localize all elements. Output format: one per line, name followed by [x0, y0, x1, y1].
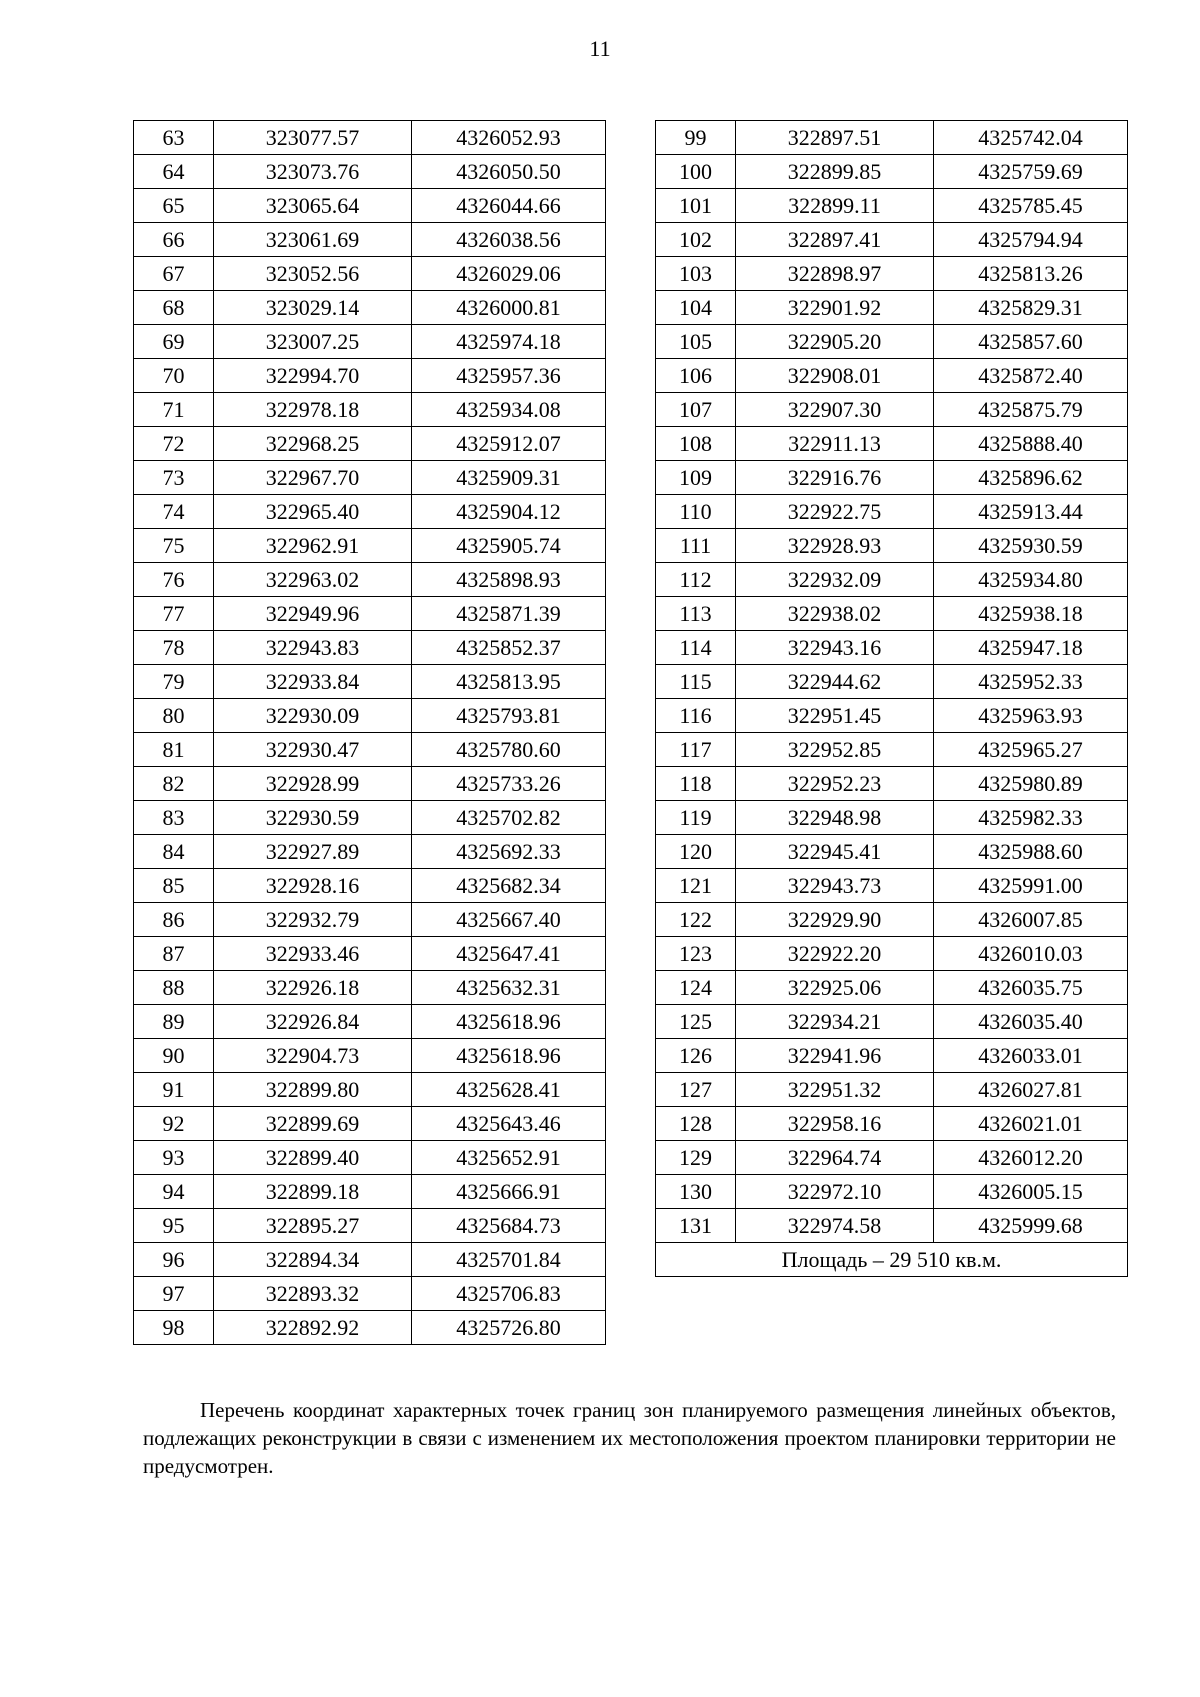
point-number-cell: 84	[134, 835, 214, 869]
table-row	[134, 1073, 606, 1107]
coordinate-y-cell: 4326027.81	[934, 1073, 1128, 1107]
coordinate-y-cell: 4326029.06	[412, 257, 606, 291]
table-row	[134, 461, 606, 495]
coordinates-table-right-body	[656, 121, 1128, 1277]
coordinate-x-cell: 322952.23	[736, 767, 934, 801]
table-row	[134, 869, 606, 903]
table-row	[134, 189, 606, 223]
coordinate-y-cell: 4325982.33	[934, 801, 1128, 835]
table-row	[134, 155, 606, 189]
point-number-cell: 120	[656, 835, 736, 869]
coordinate-y-cell: 4325628.41	[412, 1073, 606, 1107]
table-row	[134, 1005, 606, 1039]
coordinate-y-cell: 4326007.85	[934, 903, 1128, 937]
coordinate-y-cell: 4325952.33	[934, 665, 1128, 699]
table-row	[656, 1107, 1128, 1141]
coordinate-y-cell: 4325896.62	[934, 461, 1128, 495]
coordinate-x-cell: 322899.80	[214, 1073, 412, 1107]
coordinate-x-cell: 322952.85	[736, 733, 934, 767]
coordinate-x-cell: 322894.34	[214, 1243, 412, 1277]
point-number-cell: 115	[656, 665, 736, 699]
point-number-cell: 118	[656, 767, 736, 801]
table-row	[134, 801, 606, 835]
coordinate-x-cell: 322926.18	[214, 971, 412, 1005]
table-row	[134, 1039, 606, 1073]
coordinate-y-cell: 4325702.82	[412, 801, 606, 835]
coordinate-x-cell: 322972.10	[736, 1175, 934, 1209]
coordinate-y-cell: 4325682.34	[412, 869, 606, 903]
point-number-cell: 114	[656, 631, 736, 665]
point-number-cell: 81	[134, 733, 214, 767]
table-row	[656, 223, 1128, 257]
coordinate-y-cell: 4325857.60	[934, 325, 1128, 359]
coordinate-y-cell: 4325780.60	[412, 733, 606, 767]
coordinate-x-cell: 322922.20	[736, 937, 934, 971]
table-row	[656, 563, 1128, 597]
coordinate-y-cell: 4325938.18	[934, 597, 1128, 631]
coordinate-y-cell: 4326035.75	[934, 971, 1128, 1005]
point-number-cell: 96	[134, 1243, 214, 1277]
coordinate-y-cell: 4325965.27	[934, 733, 1128, 767]
table-row	[656, 495, 1128, 529]
coordinate-x-cell: 322968.25	[214, 427, 412, 461]
coordinate-x-cell: 322892.92	[214, 1311, 412, 1345]
table-row	[134, 529, 606, 563]
table-row	[134, 1107, 606, 1141]
coordinate-x-cell: 322911.13	[736, 427, 934, 461]
coordinate-y-cell: 4326052.93	[412, 121, 606, 155]
point-number-cell: 128	[656, 1107, 736, 1141]
point-number-cell: 124	[656, 971, 736, 1005]
table-row	[656, 325, 1128, 359]
table-row	[656, 1209, 1128, 1243]
coordinate-x-cell: 322945.41	[736, 835, 934, 869]
point-number-cell: 94	[134, 1175, 214, 1209]
coordinate-y-cell: 4325871.39	[412, 597, 606, 631]
coordinate-x-cell: 323065.64	[214, 189, 412, 223]
table-row	[134, 325, 606, 359]
coordinate-x-cell: 322927.89	[214, 835, 412, 869]
point-number-cell: 89	[134, 1005, 214, 1039]
point-number-cell: 108	[656, 427, 736, 461]
table-row	[134, 223, 606, 257]
point-number-cell: 125	[656, 1005, 736, 1039]
table-row	[656, 427, 1128, 461]
coordinate-y-cell: 4325733.26	[412, 767, 606, 801]
coordinate-x-cell: 322944.62	[736, 665, 934, 699]
table-row	[656, 393, 1128, 427]
table-row	[656, 529, 1128, 563]
coordinate-y-cell: 4325999.68	[934, 1209, 1128, 1243]
coordinate-y-cell: 4325963.93	[934, 699, 1128, 733]
note-paragraph: Перечень координат характерных точек границ зон планируемого размещения линейных объектов, подлежащих реконструкции в связи с изменением их местоположения проектом планировки территории не предусмотрен.	[143, 1398, 1116, 1478]
coordinates-table-right	[655, 120, 1128, 1277]
table-row	[656, 1039, 1128, 1073]
coordinate-y-cell: 4325875.79	[934, 393, 1128, 427]
point-number-cell: 109	[656, 461, 736, 495]
coordinate-y-cell: 4325898.93	[412, 563, 606, 597]
point-number-cell: 104	[656, 291, 736, 325]
coordinate-x-cell: 322964.74	[736, 1141, 934, 1175]
coordinate-y-cell: 4326010.03	[934, 937, 1128, 971]
coordinate-x-cell: 322928.16	[214, 869, 412, 903]
coordinate-y-cell: 4325852.37	[412, 631, 606, 665]
coordinate-x-cell: 322908.01	[736, 359, 934, 393]
point-number-cell: 113	[656, 597, 736, 631]
coordinate-x-cell: 322974.58	[736, 1209, 934, 1243]
coordinate-y-cell: 4325813.95	[412, 665, 606, 699]
coordinate-x-cell: 323052.56	[214, 257, 412, 291]
coordinate-x-cell: 322963.02	[214, 563, 412, 597]
point-number-cell: 95	[134, 1209, 214, 1243]
point-number-cell: 91	[134, 1073, 214, 1107]
coordinate-x-cell: 322941.96	[736, 1039, 934, 1073]
table-row	[134, 1311, 606, 1345]
point-number-cell: 90	[134, 1039, 214, 1073]
point-number-cell: 99	[656, 121, 736, 155]
coordinate-x-cell: 322933.46	[214, 937, 412, 971]
table-row	[656, 869, 1128, 903]
point-number-cell: 105	[656, 325, 736, 359]
point-number-cell: 119	[656, 801, 736, 835]
coordinate-x-cell: 322930.59	[214, 801, 412, 835]
table-row	[656, 631, 1128, 665]
point-number-cell: 76	[134, 563, 214, 597]
table-row	[134, 1209, 606, 1243]
table-row	[656, 291, 1128, 325]
point-number-cell: 66	[134, 223, 214, 257]
table-row	[656, 461, 1128, 495]
point-number-cell: 122	[656, 903, 736, 937]
coordinate-y-cell: 4326050.50	[412, 155, 606, 189]
table-row	[656, 359, 1128, 393]
coordinate-y-cell: 4325813.26	[934, 257, 1128, 291]
coordinate-x-cell: 323077.57	[214, 121, 412, 155]
coordinate-x-cell: 322943.16	[736, 631, 934, 665]
point-number-cell: 68	[134, 291, 214, 325]
coordinate-x-cell: 322930.47	[214, 733, 412, 767]
coordinate-x-cell: 322899.40	[214, 1141, 412, 1175]
point-number-cell: 130	[656, 1175, 736, 1209]
coordinate-y-cell: 4325643.46	[412, 1107, 606, 1141]
point-number-cell: 121	[656, 869, 736, 903]
point-number-cell: 72	[134, 427, 214, 461]
table-row	[656, 1141, 1128, 1175]
point-number-cell: 126	[656, 1039, 736, 1073]
coordinate-x-cell: 322932.09	[736, 563, 934, 597]
table-row	[656, 665, 1128, 699]
point-number-cell: 98	[134, 1311, 214, 1345]
table-row	[134, 937, 606, 971]
point-number-cell: 93	[134, 1141, 214, 1175]
table-row	[656, 189, 1128, 223]
coordinate-x-cell: 322958.16	[736, 1107, 934, 1141]
coordinate-x-cell: 322899.69	[214, 1107, 412, 1141]
point-number-cell: 106	[656, 359, 736, 393]
coordinate-y-cell: 4325647.41	[412, 937, 606, 971]
point-number-cell: 116	[656, 699, 736, 733]
coordinate-y-cell: 4326000.81	[412, 291, 606, 325]
coordinate-x-cell: 322965.40	[214, 495, 412, 529]
point-number-cell: 78	[134, 631, 214, 665]
point-number-cell: 69	[134, 325, 214, 359]
coordinate-y-cell: 4325888.40	[934, 427, 1128, 461]
point-number-cell: 82	[134, 767, 214, 801]
table-row	[656, 733, 1128, 767]
coordinate-y-cell: 4325957.36	[412, 359, 606, 393]
coordinate-x-cell: 322943.73	[736, 869, 934, 903]
table-row	[134, 121, 606, 155]
coordinate-y-cell: 4325652.91	[412, 1141, 606, 1175]
point-number-cell: 92	[134, 1107, 214, 1141]
coordinate-y-cell: 4325909.31	[412, 461, 606, 495]
point-number-cell: 100	[656, 155, 736, 189]
table-row	[656, 699, 1128, 733]
coordinate-x-cell: 322928.99	[214, 767, 412, 801]
table-row	[656, 155, 1128, 189]
coordinate-x-cell: 322943.83	[214, 631, 412, 665]
point-number-cell: 64	[134, 155, 214, 189]
point-number-cell: 107	[656, 393, 736, 427]
point-number-cell: 110	[656, 495, 736, 529]
coordinate-y-cell: 4325706.83	[412, 1277, 606, 1311]
coordinate-x-cell: 322978.18	[214, 393, 412, 427]
area-row	[656, 1243, 1128, 1277]
table-row	[134, 359, 606, 393]
coordinate-x-cell: 323073.76	[214, 155, 412, 189]
point-number-cell: 123	[656, 937, 736, 971]
table-row	[656, 971, 1128, 1005]
table-row	[134, 563, 606, 597]
coordinate-x-cell: 322933.84	[214, 665, 412, 699]
coordinate-x-cell: 322897.41	[736, 223, 934, 257]
coordinate-y-cell: 4325947.18	[934, 631, 1128, 665]
point-number-cell: 77	[134, 597, 214, 631]
table-row	[656, 767, 1128, 801]
point-number-cell: 97	[134, 1277, 214, 1311]
coordinate-y-cell: 4325904.12	[412, 495, 606, 529]
point-number-cell: 67	[134, 257, 214, 291]
coordinate-x-cell: 322905.20	[736, 325, 934, 359]
coordinate-y-cell: 4325930.59	[934, 529, 1128, 563]
coordinate-y-cell: 4325980.89	[934, 767, 1128, 801]
coordinate-x-cell: 322899.11	[736, 189, 934, 223]
coordinate-y-cell: 4325905.74	[412, 529, 606, 563]
coordinate-y-cell: 4325666.91	[412, 1175, 606, 1209]
table-row	[134, 903, 606, 937]
coordinate-y-cell: 4325872.40	[934, 359, 1128, 393]
coordinate-y-cell: 4325684.73	[412, 1209, 606, 1243]
coordinate-x-cell: 322898.97	[736, 257, 934, 291]
point-number-cell: 101	[656, 189, 736, 223]
table-row	[134, 767, 606, 801]
table-row	[656, 1175, 1128, 1209]
coordinate-y-cell: 4325794.94	[934, 223, 1128, 257]
coordinate-x-cell: 322967.70	[214, 461, 412, 495]
point-number-cell: 73	[134, 461, 214, 495]
coordinate-y-cell: 4325974.18	[412, 325, 606, 359]
point-number-cell: 79	[134, 665, 214, 699]
table-row	[134, 1175, 606, 1209]
point-number-cell: 88	[134, 971, 214, 1005]
coordinates-table-left	[133, 120, 606, 1345]
point-number-cell: 74	[134, 495, 214, 529]
coordinate-y-cell: 4326038.56	[412, 223, 606, 257]
point-number-cell: 70	[134, 359, 214, 393]
point-number-cell: 87	[134, 937, 214, 971]
coordinate-x-cell: 322899.85	[736, 155, 934, 189]
coordinate-y-cell: 4325988.60	[934, 835, 1128, 869]
coordinate-y-cell: 4325912.07	[412, 427, 606, 461]
table-row	[656, 835, 1128, 869]
point-number-cell: 71	[134, 393, 214, 427]
point-number-cell: 127	[656, 1073, 736, 1107]
coordinate-y-cell: 4326044.66	[412, 189, 606, 223]
coordinate-y-cell: 4325829.31	[934, 291, 1128, 325]
table-row	[134, 1243, 606, 1277]
coordinate-y-cell: 4326033.01	[934, 1039, 1128, 1073]
table-row	[656, 257, 1128, 291]
coordinate-y-cell: 4325793.81	[412, 699, 606, 733]
table-row	[134, 1277, 606, 1311]
point-number-cell: 75	[134, 529, 214, 563]
coordinate-x-cell: 322948.98	[736, 801, 934, 835]
table-row	[134, 393, 606, 427]
coordinate-x-cell: 322901.92	[736, 291, 934, 325]
point-number-cell: 102	[656, 223, 736, 257]
coordinate-x-cell: 322934.21	[736, 1005, 934, 1039]
table-row	[134, 699, 606, 733]
coordinate-x-cell: 323029.14	[214, 291, 412, 325]
coordinates-table-left-body	[134, 121, 606, 1345]
coordinate-x-cell: 322928.93	[736, 529, 934, 563]
table-row	[656, 597, 1128, 631]
point-number-cell: 83	[134, 801, 214, 835]
coordinate-x-cell: 322926.84	[214, 1005, 412, 1039]
coordinate-x-cell: 322922.75	[736, 495, 934, 529]
point-number-cell: 65	[134, 189, 214, 223]
coordinate-x-cell: 322962.91	[214, 529, 412, 563]
coordinate-y-cell: 4325759.69	[934, 155, 1128, 189]
table-row	[134, 835, 606, 869]
table-row	[134, 495, 606, 529]
coordinate-y-cell: 4325632.31	[412, 971, 606, 1005]
coordinate-x-cell: 322930.09	[214, 699, 412, 733]
table-row	[656, 1005, 1128, 1039]
coordinate-y-cell: 4325742.04	[934, 121, 1128, 155]
coordinate-y-cell: 4326035.40	[934, 1005, 1128, 1039]
point-number-cell: 63	[134, 121, 214, 155]
point-number-cell: 85	[134, 869, 214, 903]
coordinate-y-cell: 4325726.80	[412, 1311, 606, 1345]
coordinate-y-cell: 4325667.40	[412, 903, 606, 937]
coordinate-x-cell: 322904.73	[214, 1039, 412, 1073]
table-row	[134, 631, 606, 665]
coordinate-x-cell: 322938.02	[736, 597, 934, 631]
table-row	[656, 1073, 1128, 1107]
coordinate-x-cell: 322929.90	[736, 903, 934, 937]
coordinate-x-cell: 322951.32	[736, 1073, 934, 1107]
coordinate-y-cell: 4325934.08	[412, 393, 606, 427]
point-number-cell: 131	[656, 1209, 736, 1243]
coordinate-y-cell: 4326005.15	[934, 1175, 1128, 1209]
coordinate-y-cell: 4325991.00	[934, 869, 1128, 903]
table-row	[134, 597, 606, 631]
coordinate-x-cell: 322899.18	[214, 1175, 412, 1209]
point-number-cell: 111	[656, 529, 736, 563]
area-cell: Площадь – 29 510 кв.м.	[656, 1243, 1128, 1277]
point-number-cell: 86	[134, 903, 214, 937]
coordinate-x-cell: 322951.45	[736, 699, 934, 733]
point-number-cell: 112	[656, 563, 736, 597]
table-row	[134, 1141, 606, 1175]
table-row	[656, 801, 1128, 835]
coordinate-x-cell: 323061.69	[214, 223, 412, 257]
coordinate-y-cell: 4325913.44	[934, 495, 1128, 529]
table-row	[134, 665, 606, 699]
point-number-cell: 117	[656, 733, 736, 767]
coordinate-x-cell: 322893.32	[214, 1277, 412, 1311]
table-row	[656, 903, 1128, 937]
coordinate-x-cell: 322994.70	[214, 359, 412, 393]
coordinate-x-cell: 322897.51	[736, 121, 934, 155]
table-row	[134, 291, 606, 325]
coordinate-x-cell: 322907.30	[736, 393, 934, 427]
coordinate-x-cell: 322916.76	[736, 461, 934, 495]
point-number-cell: 80	[134, 699, 214, 733]
table-row	[134, 257, 606, 291]
table-row	[134, 733, 606, 767]
coordinate-y-cell: 4325701.84	[412, 1243, 606, 1277]
coordinate-x-cell: 323007.25	[214, 325, 412, 359]
coordinate-y-cell: 4325934.80	[934, 563, 1128, 597]
coordinate-x-cell: 322932.79	[214, 903, 412, 937]
coordinate-x-cell: 322925.06	[736, 971, 934, 1005]
page-number: 11	[589, 36, 611, 61]
coordinate-y-cell: 4325618.96	[412, 1005, 606, 1039]
point-number-cell: 129	[656, 1141, 736, 1175]
coordinate-x-cell: 322895.27	[214, 1209, 412, 1243]
table-row	[134, 427, 606, 461]
coordinate-y-cell: 4325692.33	[412, 835, 606, 869]
point-number-cell: 103	[656, 257, 736, 291]
coordinate-y-cell: 4326021.01	[934, 1107, 1128, 1141]
coordinate-y-cell: 4325785.45	[934, 189, 1128, 223]
coordinate-y-cell: 4326012.20	[934, 1141, 1128, 1175]
table-row	[656, 121, 1128, 155]
table-row	[134, 971, 606, 1005]
table-row	[656, 937, 1128, 971]
coordinate-x-cell: 322949.96	[214, 597, 412, 631]
coordinate-y-cell: 4325618.96	[412, 1039, 606, 1073]
